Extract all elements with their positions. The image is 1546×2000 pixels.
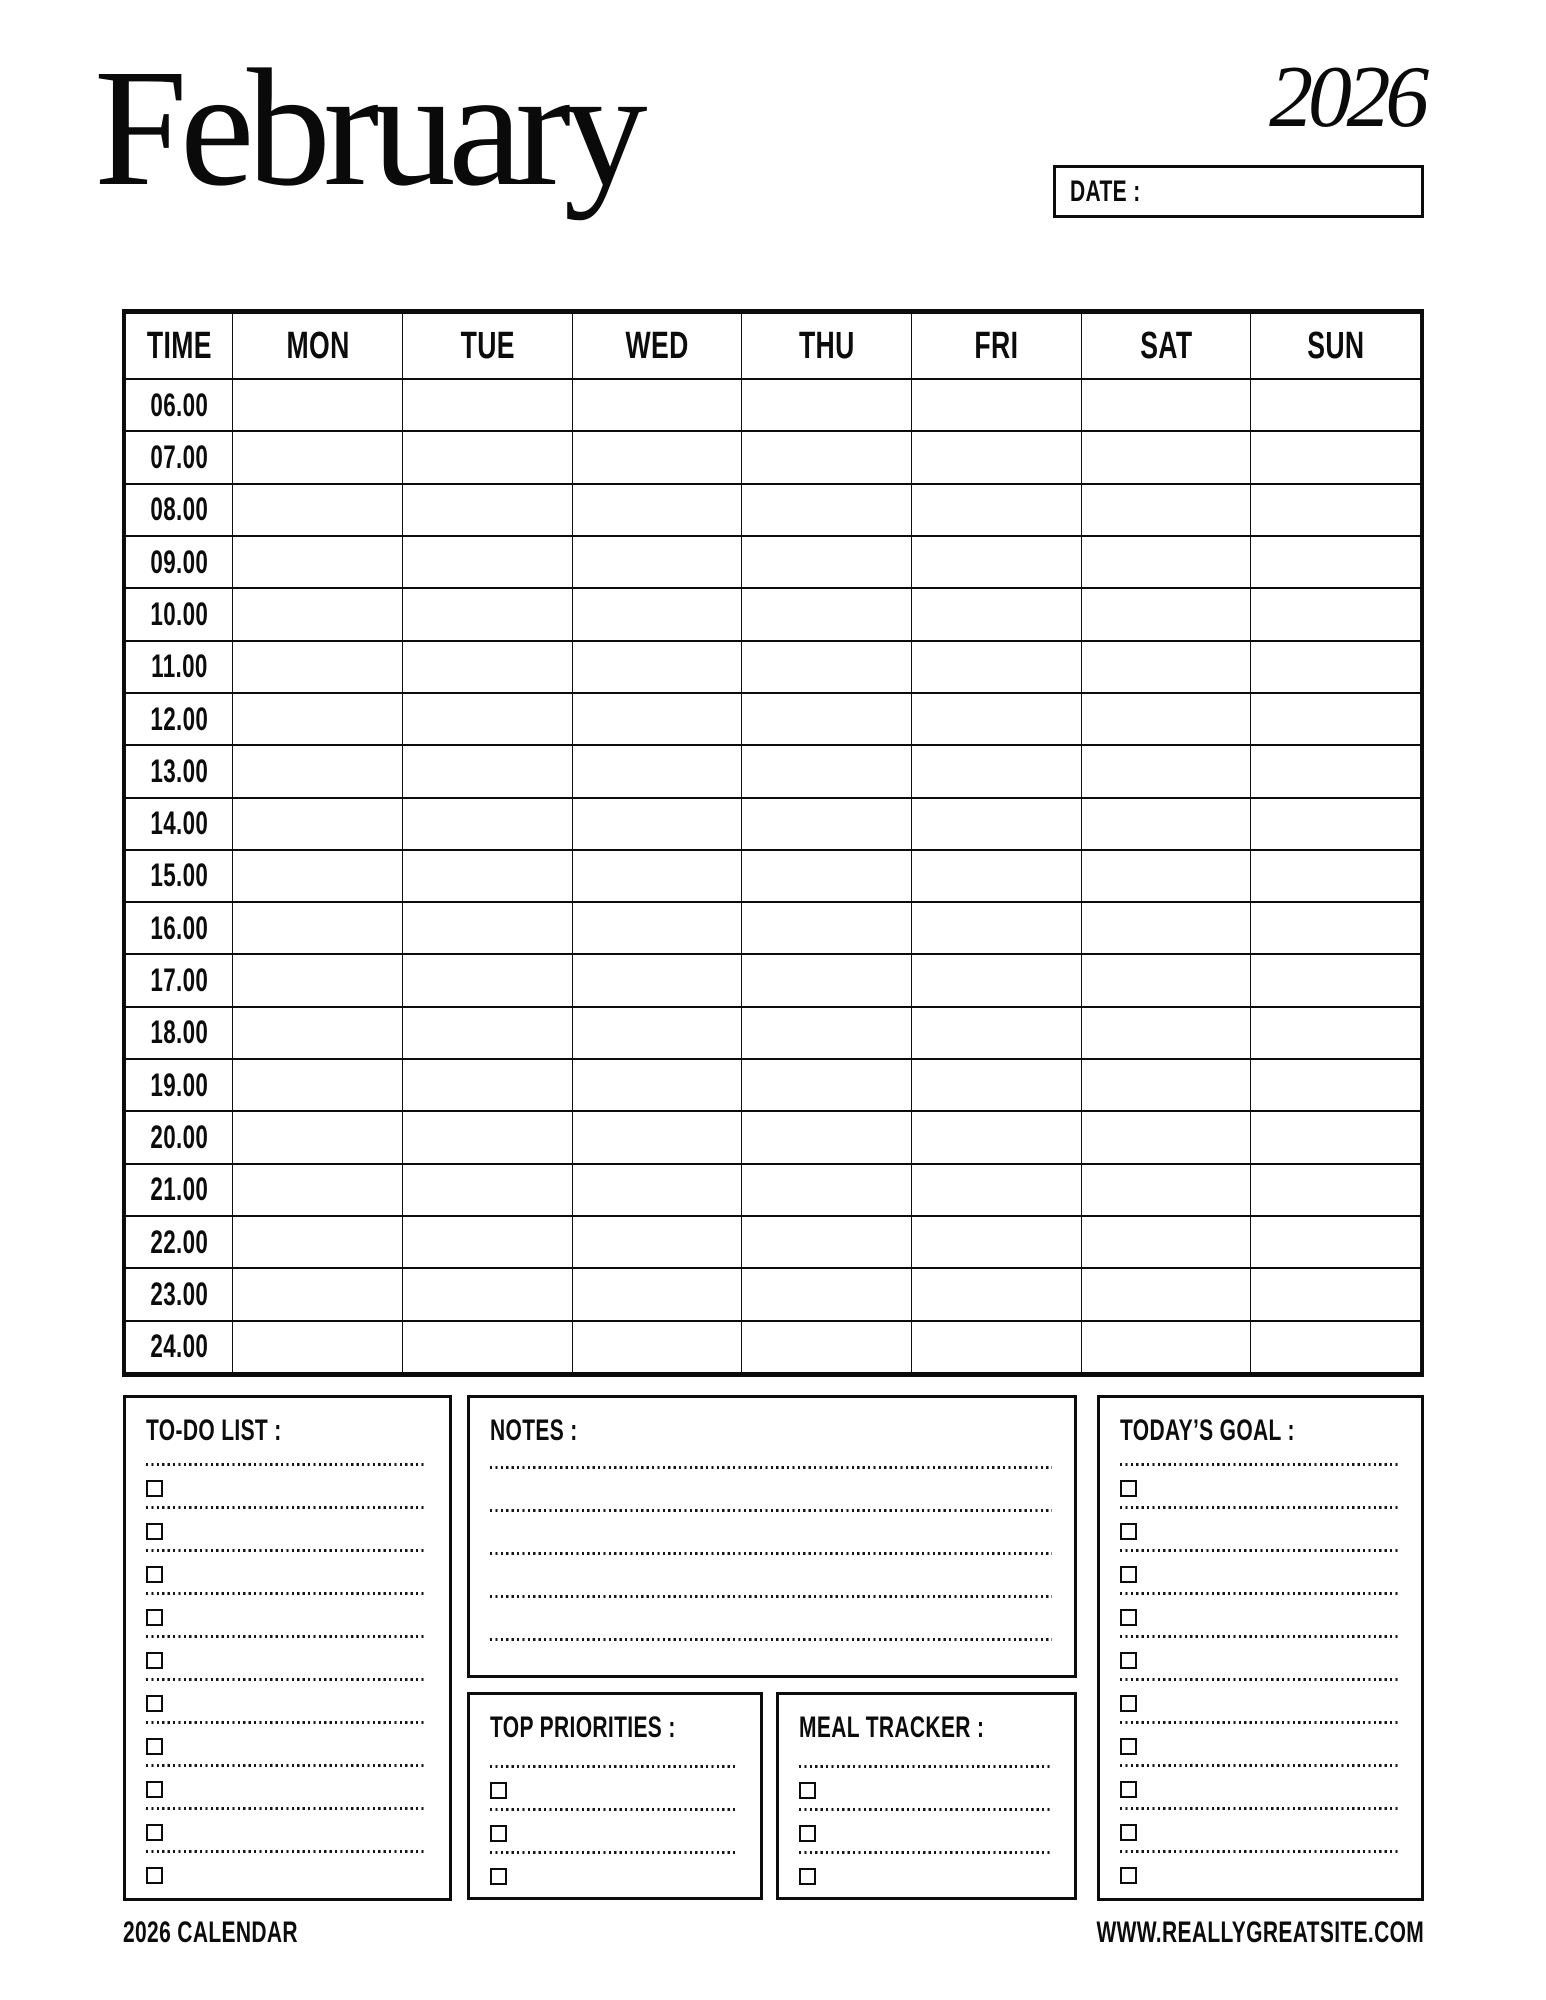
ruled-line	[146, 1807, 427, 1810]
ruled-line	[1120, 1549, 1399, 1552]
schedule-cell[interactable]	[1251, 1111, 1421, 1163]
schedule-row	[126, 536, 1421, 588]
schedule-cell[interactable]	[912, 902, 1082, 954]
checkbox[interactable]	[490, 1782, 507, 1799]
time-label: 20.00	[126, 1111, 233, 1163]
schedule-cell[interactable]	[912, 379, 1082, 431]
schedule-cell[interactable]	[572, 1164, 742, 1216]
time-label: 23.00	[126, 1268, 233, 1320]
schedule-cell[interactable]	[1081, 902, 1251, 954]
schedule-cell[interactable]	[403, 1164, 573, 1216]
schedule-cell[interactable]	[403, 693, 573, 745]
schedule-cell[interactable]	[912, 850, 1082, 902]
schedule-cell[interactable]	[912, 745, 1082, 797]
time-label: 17.00	[126, 954, 233, 1006]
checklist-item[interactable]	[490, 1851, 738, 1894]
schedule-cell[interactable]	[742, 1059, 912, 1111]
schedule-cell[interactable]	[742, 536, 912, 588]
schedule-cell[interactable]	[912, 1164, 1082, 1216]
schedule-cell[interactable]	[233, 536, 403, 588]
schedule-cell[interactable]	[572, 431, 742, 483]
schedule-cell[interactable]	[572, 536, 742, 588]
schedule-cell[interactable]	[233, 1164, 403, 1216]
checkbox[interactable]	[799, 1782, 816, 1799]
schedule-cell[interactable]	[912, 536, 1082, 588]
schedule-cell[interactable]	[742, 1268, 912, 1320]
time-label: 21.00	[126, 1164, 233, 1216]
time-label: 10.00	[126, 588, 233, 640]
schedule-cell[interactable]	[1251, 1164, 1421, 1216]
todo-list-title: TO-DO LIST :	[146, 1414, 282, 1447]
schedule-row	[126, 484, 1421, 536]
schedule-cell[interactable]	[233, 641, 403, 693]
schedule-cell[interactable]	[572, 1268, 742, 1320]
checklist-item[interactable]	[146, 1850, 427, 1893]
checkbox[interactable]	[146, 1480, 163, 1497]
schedule-cell[interactable]	[403, 745, 573, 797]
schedule-cell[interactable]	[1081, 379, 1251, 431]
schedule-row	[126, 379, 1421, 431]
notes-ruled-line[interactable]	[490, 1552, 1052, 1595]
ruled-line	[1120, 1850, 1399, 1853]
schedule-cell[interactable]	[742, 1216, 912, 1268]
schedule-cell[interactable]	[1081, 588, 1251, 640]
schedule-cell[interactable]	[572, 1321, 742, 1373]
schedule-cell[interactable]	[742, 850, 912, 902]
schedule-cell[interactable]	[1081, 745, 1251, 797]
schedule-cell[interactable]	[1251, 536, 1421, 588]
date-label: DATE :	[1070, 174, 1141, 208]
ruled-line	[1120, 1721, 1399, 1724]
checklist-item[interactable]	[799, 1851, 1052, 1894]
schedule-cell[interactable]	[1251, 1216, 1421, 1268]
schedule-cell[interactable]	[1251, 1321, 1421, 1373]
checklist-item[interactable]	[799, 1765, 1052, 1808]
schedule-cell[interactable]	[1081, 536, 1251, 588]
schedule-cell[interactable]	[233, 1268, 403, 1320]
ruled-line	[146, 1678, 427, 1681]
schedule-cell[interactable]	[742, 641, 912, 693]
checkbox[interactable]	[799, 1868, 816, 1885]
checklist-item[interactable]	[1120, 1850, 1399, 1893]
todays-goal-panel	[1097, 1395, 1424, 1901]
schedule-cell[interactable]	[572, 798, 742, 850]
schedule-row	[126, 1216, 1421, 1268]
schedule-cell[interactable]	[1251, 641, 1421, 693]
schedule-cell[interactable]	[403, 1321, 573, 1373]
checkbox[interactable]	[1120, 1609, 1137, 1626]
checkbox[interactable]	[146, 1609, 163, 1626]
schedule-cell[interactable]	[912, 588, 1082, 640]
day-column-header: FRI	[912, 313, 1082, 379]
schedule-cell[interactable]	[233, 693, 403, 745]
checkbox[interactable]	[146, 1523, 163, 1540]
schedule-cell[interactable]	[912, 1216, 1082, 1268]
schedule-cell[interactable]	[912, 641, 1082, 693]
schedule-cell[interactable]	[742, 902, 912, 954]
schedule-row	[126, 1268, 1421, 1320]
day-column-header: WED	[572, 313, 742, 379]
checkbox[interactable]	[1120, 1867, 1137, 1884]
checkbox[interactable]	[799, 1825, 816, 1842]
schedule-row	[126, 431, 1421, 483]
checklist-item[interactable]	[146, 1592, 427, 1635]
schedule-cell[interactable]	[912, 1059, 1082, 1111]
schedule-cell[interactable]	[572, 1007, 742, 1059]
ruled-line	[1120, 1506, 1399, 1509]
ruled-line	[799, 1808, 1052, 1811]
schedule-cell[interactable]	[233, 1059, 403, 1111]
checkbox[interactable]	[1120, 1695, 1137, 1712]
schedule-cell[interactable]	[1251, 484, 1421, 536]
top-priorities-panel	[467, 1692, 763, 1900]
checklist-item[interactable]	[146, 1721, 427, 1764]
time-column-header: TIME	[126, 313, 233, 379]
schedule-cell[interactable]	[1251, 902, 1421, 954]
ruled-line	[1120, 1807, 1399, 1810]
schedule-cell[interactable]	[1081, 954, 1251, 1006]
schedule-cell[interactable]	[1251, 693, 1421, 745]
schedule-cell[interactable]	[912, 1111, 1082, 1163]
schedule-cell[interactable]	[233, 745, 403, 797]
schedule-cell[interactable]	[1081, 1268, 1251, 1320]
schedule-cell[interactable]	[912, 798, 1082, 850]
checkbox[interactable]	[1120, 1781, 1137, 1798]
checkbox[interactable]	[1120, 1824, 1137, 1841]
ruled-line	[146, 1635, 427, 1638]
schedule-cell[interactable]	[233, 902, 403, 954]
schedule-cell[interactable]	[233, 850, 403, 902]
schedule-row	[126, 1321, 1421, 1373]
checklist-item[interactable]	[799, 1808, 1052, 1851]
schedule-row	[126, 1111, 1421, 1163]
footer-website-url: WWW.REALLYGREATSITE.COM	[1096, 1916, 1424, 1949]
checklist-item[interactable]	[146, 1678, 427, 1721]
schedule-cell[interactable]	[403, 1059, 573, 1111]
schedule-cell[interactable]	[233, 954, 403, 1006]
schedule-cell[interactable]	[233, 588, 403, 640]
schedule-cell[interactable]	[1081, 850, 1251, 902]
schedule-cell[interactable]	[1081, 431, 1251, 483]
schedule-cell[interactable]	[742, 1164, 912, 1216]
schedule-cell[interactable]	[912, 1007, 1082, 1059]
month-title: February	[94, 35, 640, 221]
schedule-cell[interactable]	[233, 484, 403, 536]
top-priorities-title: TOP PRIORITIES :	[490, 1711, 676, 1744]
time-label: 07.00	[126, 431, 233, 483]
schedule-cell[interactable]	[403, 641, 573, 693]
schedule-cell[interactable]	[742, 954, 912, 1006]
day-column-header: MON	[233, 313, 403, 379]
time-label: 06.00	[126, 379, 233, 431]
time-label: 12.00	[126, 693, 233, 745]
schedule-cell[interactable]	[403, 536, 573, 588]
schedule-cell[interactable]	[572, 954, 742, 1006]
checkbox[interactable]	[1120, 1652, 1137, 1669]
checklist-item[interactable]	[146, 1764, 427, 1807]
checkbox[interactable]	[1120, 1480, 1137, 1497]
checkbox[interactable]	[146, 1652, 163, 1669]
schedule-cell[interactable]	[912, 1268, 1082, 1320]
schedule-cell[interactable]	[572, 379, 742, 431]
checklist-item[interactable]	[1120, 1807, 1399, 1850]
date-input-area[interactable]	[1171, 168, 1421, 215]
schedule-cell[interactable]	[1081, 693, 1251, 745]
schedule-cell[interactable]	[1081, 798, 1251, 850]
schedule-cell[interactable]	[742, 379, 912, 431]
schedule-row	[126, 954, 1421, 1006]
schedule-table	[122, 309, 1424, 1377]
year-label: 2026	[1269, 49, 1424, 146]
schedule-cell[interactable]	[1081, 641, 1251, 693]
schedule-cell[interactable]	[1251, 1059, 1421, 1111]
schedule-cell[interactable]	[233, 1216, 403, 1268]
time-label: 09.00	[126, 536, 233, 588]
schedule-cell[interactable]	[1081, 1216, 1251, 1268]
notes-panel	[467, 1395, 1077, 1678]
time-label: 13.00	[126, 745, 233, 797]
checklist-item[interactable]	[490, 1765, 738, 1808]
ruled-line	[490, 1466, 1052, 1469]
ruled-line	[490, 1765, 738, 1768]
checkbox[interactable]	[146, 1824, 163, 1841]
schedule-cell[interactable]	[233, 1111, 403, 1163]
schedule-cell[interactable]	[233, 798, 403, 850]
schedule-cell[interactable]	[1251, 431, 1421, 483]
schedule-cell[interactable]	[742, 745, 912, 797]
schedule-cell[interactable]	[403, 588, 573, 640]
schedule-row	[126, 1007, 1421, 1059]
time-label: 16.00	[126, 902, 233, 954]
ruled-line	[146, 1549, 427, 1552]
schedule-cell[interactable]	[572, 1059, 742, 1111]
time-label: 11.00	[126, 641, 233, 693]
ruled-line	[1120, 1463, 1399, 1466]
schedule-cell[interactable]	[912, 954, 1082, 1006]
ruled-line	[490, 1638, 1052, 1641]
schedule-row	[126, 641, 1421, 693]
schedule-cell[interactable]	[1081, 1111, 1251, 1163]
ruled-line	[490, 1552, 1052, 1555]
schedule-cell[interactable]	[742, 484, 912, 536]
notes-ruled-line[interactable]	[490, 1638, 1052, 1681]
ruled-line	[146, 1592, 427, 1595]
schedule-cell[interactable]	[403, 1007, 573, 1059]
schedule-cell[interactable]	[1081, 484, 1251, 536]
schedule-cell[interactable]	[912, 431, 1082, 483]
ruled-line	[1120, 1764, 1399, 1767]
schedule-cell[interactable]	[403, 379, 573, 431]
ruled-line	[146, 1850, 427, 1853]
ruled-line	[146, 1463, 427, 1466]
ruled-line	[490, 1509, 1052, 1512]
schedule-cell[interactable]	[403, 1268, 573, 1320]
todo-list-panel	[123, 1395, 452, 1901]
notes-ruled-line[interactable]	[490, 1466, 1052, 1509]
schedule-row	[126, 1164, 1421, 1216]
checklist-item[interactable]	[1120, 1764, 1399, 1807]
schedule-cell[interactable]	[742, 798, 912, 850]
day-column-header: SAT	[1081, 313, 1251, 379]
schedule-cell[interactable]	[233, 431, 403, 483]
checklist-item[interactable]	[1120, 1678, 1399, 1721]
schedule-cell[interactable]	[572, 850, 742, 902]
schedule-cell[interactable]	[233, 1007, 403, 1059]
schedule-cell[interactable]	[1251, 798, 1421, 850]
meal-tracker-panel	[776, 1692, 1077, 1900]
schedule-cell[interactable]	[1251, 1268, 1421, 1320]
ruled-line	[799, 1851, 1052, 1854]
footer-calendar-label: 2026 CALENDAR	[123, 1916, 298, 1949]
notes-title: NOTES :	[490, 1414, 578, 1447]
ruled-line	[146, 1721, 427, 1724]
schedule-cell[interactable]	[1081, 1059, 1251, 1111]
time-label: 14.00	[126, 798, 233, 850]
checklist-item[interactable]	[146, 1635, 427, 1678]
checkbox[interactable]	[146, 1695, 163, 1712]
schedule-cell[interactable]	[742, 693, 912, 745]
day-column-header: SUN	[1251, 313, 1421, 379]
schedule-row	[126, 588, 1421, 640]
schedule-row	[126, 798, 1421, 850]
time-label: 18.00	[126, 1007, 233, 1059]
schedule-cell[interactable]	[912, 693, 1082, 745]
schedule-cell[interactable]	[912, 1321, 1082, 1373]
time-label: 08.00	[126, 484, 233, 536]
schedule-cell[interactable]	[1251, 1007, 1421, 1059]
schedule-cell[interactable]	[1251, 588, 1421, 640]
todays-goal-title: TODAY’S GOAL :	[1120, 1414, 1295, 1447]
schedule-cell[interactable]	[742, 1007, 912, 1059]
date-box	[1053, 165, 1424, 218]
time-label: 24.00	[126, 1321, 233, 1373]
schedule-cell[interactable]	[233, 379, 403, 431]
notes-ruled-line[interactable]	[490, 1509, 1052, 1552]
schedule-row	[126, 745, 1421, 797]
schedule-cell[interactable]	[403, 850, 573, 902]
schedule-header-row	[126, 313, 1421, 379]
checkbox[interactable]	[146, 1566, 163, 1583]
schedule-cell[interactable]	[742, 1111, 912, 1163]
notes-ruled-line[interactable]	[490, 1595, 1052, 1638]
schedule-cell[interactable]	[1251, 379, 1421, 431]
checkbox[interactable]	[146, 1738, 163, 1755]
schedule-cell[interactable]	[572, 745, 742, 797]
meal-tracker-title: MEAL TRACKER :	[799, 1711, 985, 1744]
checklist-item[interactable]	[1120, 1506, 1399, 1549]
schedule-row	[126, 850, 1421, 902]
schedule-cell[interactable]	[1081, 1164, 1251, 1216]
checklist-item[interactable]	[1120, 1635, 1399, 1678]
schedule-cell[interactable]	[1251, 745, 1421, 797]
checkbox[interactable]	[1120, 1566, 1137, 1583]
schedule-cell[interactable]	[912, 484, 1082, 536]
checkbox[interactable]	[1120, 1738, 1137, 1755]
schedule-row	[126, 902, 1421, 954]
checkbox[interactable]	[146, 1781, 163, 1798]
schedule-cell[interactable]	[742, 431, 912, 483]
ruled-line	[146, 1764, 427, 1767]
schedule-cell[interactable]	[403, 954, 573, 1006]
checkbox[interactable]	[490, 1868, 507, 1885]
schedule-cell[interactable]	[403, 484, 573, 536]
checklist-item[interactable]	[490, 1808, 738, 1851]
schedule-cell[interactable]	[1081, 1321, 1251, 1373]
checkbox[interactable]	[490, 1825, 507, 1842]
ruled-line	[490, 1808, 738, 1811]
ruled-line	[1120, 1635, 1399, 1638]
checklist-item[interactable]	[1120, 1592, 1399, 1635]
checkbox[interactable]	[1120, 1523, 1137, 1540]
schedule-row	[126, 1059, 1421, 1111]
schedule-cell[interactable]	[403, 1111, 573, 1163]
schedule-cell[interactable]	[572, 1111, 742, 1163]
ruled-line	[799, 1765, 1052, 1768]
schedule-cell[interactable]	[572, 641, 742, 693]
ruled-line	[1120, 1678, 1399, 1681]
day-column-header: THU	[742, 313, 912, 379]
time-label: 22.00	[126, 1216, 233, 1268]
schedule-cell[interactable]	[1081, 1007, 1251, 1059]
schedule-cell[interactable]	[572, 693, 742, 745]
schedule-cell[interactable]	[403, 798, 573, 850]
day-column-header: TUE	[403, 313, 573, 379]
schedule-cell[interactable]	[572, 902, 742, 954]
checklist-item[interactable]	[146, 1506, 427, 1549]
schedule-cell[interactable]	[1251, 954, 1421, 1006]
schedule-cell[interactable]	[403, 902, 573, 954]
checklist-item[interactable]	[146, 1463, 427, 1506]
schedule-cell[interactable]	[572, 484, 742, 536]
time-label: 15.00	[126, 850, 233, 902]
schedule-cell[interactable]	[403, 431, 573, 483]
checklist-item[interactable]	[146, 1549, 427, 1592]
checklist-item[interactable]	[146, 1807, 427, 1850]
schedule-cell[interactable]	[742, 1321, 912, 1373]
checkbox[interactable]	[146, 1867, 163, 1884]
ruled-line	[1120, 1592, 1399, 1595]
schedule-cell[interactable]	[742, 588, 912, 640]
schedule-cell[interactable]	[572, 588, 742, 640]
time-label: 19.00	[126, 1059, 233, 1111]
schedule-cell[interactable]	[572, 1216, 742, 1268]
checklist-item[interactable]	[1120, 1463, 1399, 1506]
checklist-item[interactable]	[1120, 1549, 1399, 1592]
schedule-cell[interactable]	[233, 1321, 403, 1373]
checklist-item[interactable]	[1120, 1721, 1399, 1764]
ruled-line	[146, 1506, 427, 1509]
schedule-cell[interactable]	[403, 1216, 573, 1268]
ruled-line	[490, 1851, 738, 1854]
ruled-line	[490, 1595, 1052, 1598]
schedule-cell[interactable]	[1251, 850, 1421, 902]
schedule-row	[126, 693, 1421, 745]
